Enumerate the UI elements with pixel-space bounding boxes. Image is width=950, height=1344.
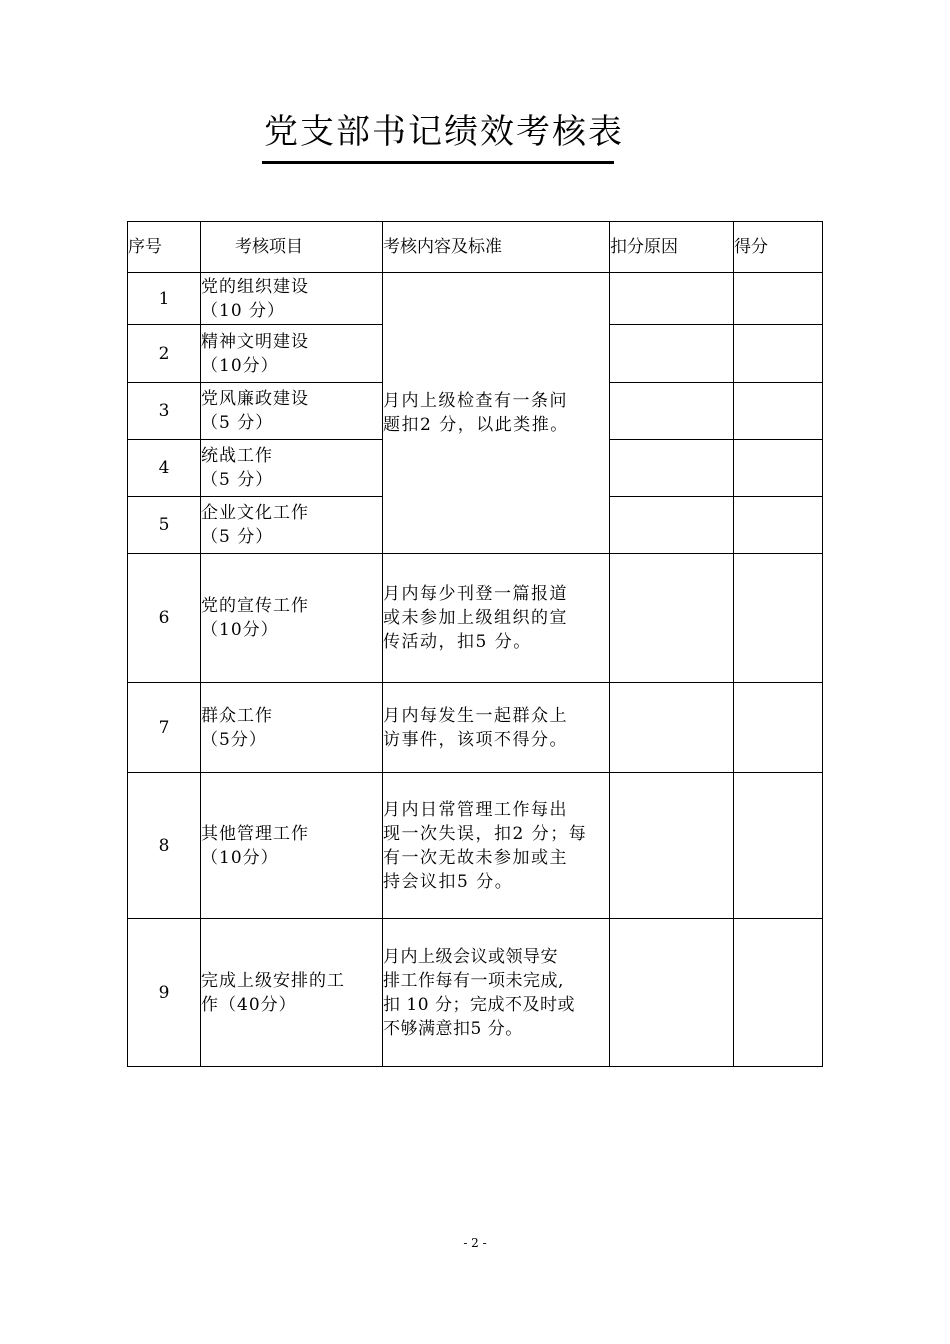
score-cell[interactable] (734, 325, 823, 383)
title-underline (262, 161, 614, 164)
row-number: 8 (128, 773, 201, 919)
deduction-reason-cell[interactable] (610, 440, 734, 497)
document-title: 党支部书记绩效考核表 (264, 112, 624, 152)
item-points: （5 分） (201, 470, 274, 490)
deduction-reason-cell[interactable] (610, 273, 734, 325)
header-no: 序号 (128, 222, 201, 273)
item-name: 其他管理工作 (201, 823, 309, 844)
item-points: 作（40分） (201, 994, 297, 1015)
criteria-cell-group (383, 273, 610, 554)
criteria-line: 现一次失误，扣2 分；每 (383, 823, 588, 844)
item-name: 党风廉政建设 (201, 389, 309, 409)
criteria-line: 月内上级会议或领导安 (383, 946, 558, 967)
item-points: （10 分） (201, 300, 286, 321)
row-number: 2 (128, 325, 201, 383)
table-row (128, 554, 823, 683)
item-points: （10分） (201, 847, 279, 868)
criteria-line: 持会议扣5 分。 (383, 871, 514, 892)
item-name: 群众工作 (201, 705, 273, 726)
score-cell[interactable] (734, 683, 823, 773)
criteria-line: 月内日常管理工作每出 (383, 799, 568, 820)
criteria-line: 月内每发生一起群众上 (383, 705, 568, 726)
score-cell[interactable] (734, 773, 823, 919)
item-cell (201, 325, 383, 383)
criteria-cell (383, 683, 610, 773)
item-cell (201, 440, 383, 497)
header-item: 考核项目 (201, 222, 383, 273)
criteria-line: 题扣2 分，以此类推。 (383, 415, 569, 435)
table-row (128, 773, 823, 919)
item-points: （10分） (201, 620, 279, 640)
table-row (128, 273, 823, 325)
row-number: 4 (128, 440, 201, 497)
score-cell[interactable] (734, 919, 823, 1067)
page-number: - 2 - (463, 1236, 487, 1250)
deduction-reason-cell[interactable] (610, 554, 734, 683)
criteria-line: 排工作每有一项未完成, (383, 970, 564, 991)
table-row (128, 683, 823, 773)
criteria-cell (383, 554, 610, 683)
criteria-cell (383, 919, 610, 1067)
item-cell (201, 497, 383, 554)
item-cell (201, 919, 383, 1067)
header-score: 得分 (734, 222, 823, 273)
item-name: 企业文化工作 (201, 503, 309, 523)
criteria-line: 或未参加上级组织的宣 (383, 608, 568, 628)
row-number: 9 (128, 919, 201, 1067)
deduction-reason-cell[interactable] (610, 325, 734, 383)
item-cell (201, 383, 383, 440)
score-cell[interactable] (734, 440, 823, 497)
criteria-line: 访事件，该项不得分。 (383, 729, 568, 750)
deduction-reason-cell[interactable] (610, 683, 734, 773)
score-cell[interactable] (734, 497, 823, 554)
criteria-line: 月内上级检查有一条问 (383, 391, 568, 411)
header-reason: 扣分原因 (610, 222, 734, 273)
score-cell[interactable] (734, 273, 823, 325)
criteria-line: 传活动，扣5 分。 (383, 632, 532, 652)
item-name: 统战工作 (201, 446, 273, 466)
assessment-table (127, 221, 823, 1067)
item-points: （5分） (201, 729, 267, 750)
item-name: 党的组织建设 (201, 276, 309, 297)
item-points: （5 分） (201, 413, 274, 433)
item-name: 党的宣传工作 (201, 596, 309, 616)
header-row (128, 222, 823, 273)
item-cell (201, 273, 383, 325)
item-cell (201, 773, 383, 919)
row-number: 3 (128, 383, 201, 440)
criteria-line: 有一次无故未参加或主 (383, 847, 568, 868)
item-cell (201, 683, 383, 773)
criteria-cell (383, 773, 610, 919)
row-number: 1 (128, 273, 201, 325)
deduction-reason-cell[interactable] (610, 497, 734, 554)
row-number: 6 (128, 554, 201, 683)
deduction-reason-cell[interactable] (610, 919, 734, 1067)
deduction-reason-cell[interactable] (610, 773, 734, 919)
deduction-reason-cell[interactable] (610, 383, 734, 440)
item-points: （10分） (201, 355, 279, 376)
row-number: 7 (128, 683, 201, 773)
criteria-line: 扣 10 分；完成不及时或 (383, 994, 575, 1015)
item-name: 精神文明建设 (201, 331, 309, 352)
row-number: 5 (128, 497, 201, 554)
item-points: （5 分） (201, 527, 274, 547)
header-criteria: 考核内容及标准 (383, 222, 610, 273)
score-cell[interactable] (734, 554, 823, 683)
criteria-line: 不够满意扣5 分。 (383, 1018, 523, 1039)
table-row (128, 919, 823, 1067)
criteria-line: 月内每少刊登一篇报道 (383, 584, 568, 604)
item-cell (201, 554, 383, 683)
item-name: 完成上级安排的工 (201, 970, 345, 991)
score-cell[interactable] (734, 383, 823, 440)
